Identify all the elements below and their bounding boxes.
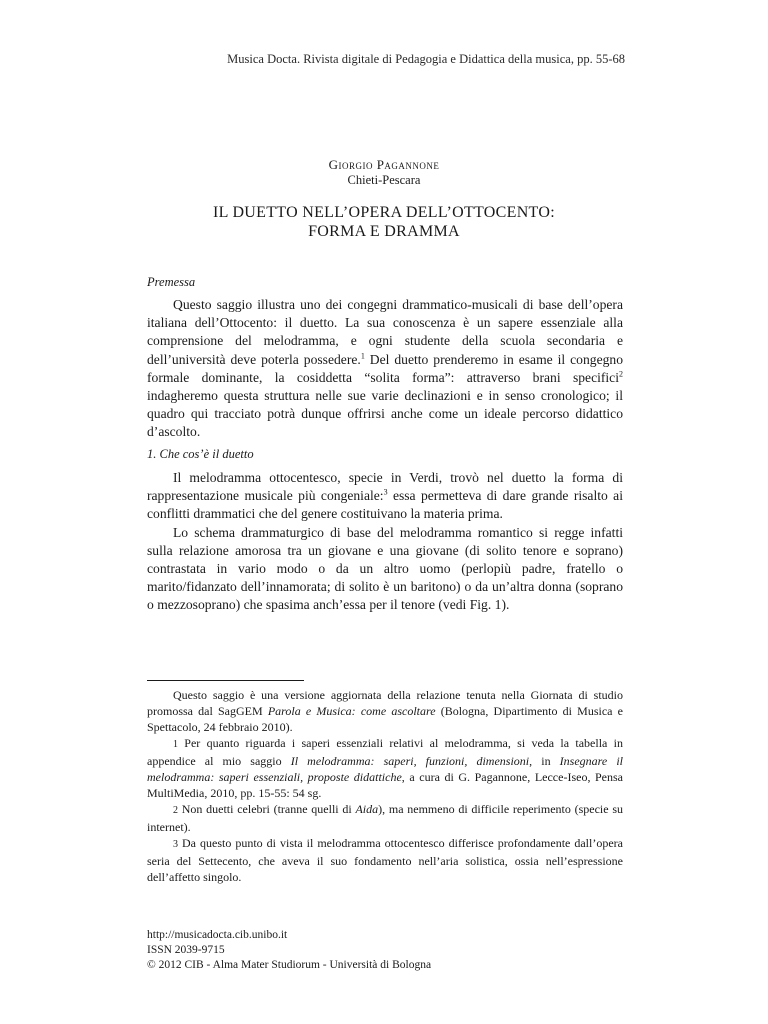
footnote-1-text-a: Per quanto riguarda i saperi essenziali relativi al melodramma, si veda la tabella in appendice al mio saggio: [147, 736, 623, 768]
colophon: [147, 928, 431, 973]
footnote-intro-text-b: (Bologna, Dipartimento di Musica e Spettacolo, 24 febbraio 2010).: [147, 704, 623, 734]
footnote-intro-text-a: Questo saggio è una versione aggiornata della relazione tenuta nella Giornata di studio promossa dal SagGEM: [147, 688, 623, 718]
section-1-text-1a: Il melodramma ottocentesco, specie in Verdi, trovò nel duetto la forma di rappresentazione musicale più congeniale:: [147, 470, 623, 504]
author-affiliation: Chieti-Pescara: [347, 173, 421, 187]
footnote-3: [147, 835, 623, 885]
footnote-intro: [147, 687, 623, 735]
footnote-1-title-2: Insegnare il melodramma: saperi essenziali, proposte didattiche: [147, 754, 623, 784]
footnote-ref-2[interactable]: 2: [619, 369, 623, 379]
journal-url-link[interactable]: http://musicadocta.cib.unibo.it: [147, 929, 288, 941]
copyright: © 2012 CIB - Alma Mater Studiorum - Università di Bologna: [147, 959, 432, 971]
section-1-text-1b: essa permetteva di dare grande risalto ai conflitti drammatici che del genere costituivano la materia prima.: [147, 488, 623, 522]
author-name: Giorgio Pagannone: [328, 157, 440, 172]
footnote-2-title: Aida: [355, 802, 379, 816]
section-1-paragraph-2: Lo schema drammaturgico di base del melodramma romantico si regge infatti sulla relazione amorosa tra un giovane e una giovane (di solito tenore e soprano) contrastata in vario modo o da un altro uomo (perlopiù padre, fratello o marito/fidanzato dell’innamorata; di solito è un baritono) o da un’altra donna (soprano o mezzosoprano) che spasima anch’essa per il tenore (vedi Fig. 1).: [147, 524, 623, 613]
footnote-ref-1[interactable]: 1: [360, 351, 365, 361]
footnote-3-text: Da questo punto di vista il melodramma ottocentesco differisce profondamente dall’opera seria del Settecento, che aveva il suo fondamento nell’aria solistica, ossia nell’espressione dell’affetto singolo.: [147, 836, 623, 884]
premessa-body: [147, 296, 623, 442]
title-line-2: FORMA E DRAMMA: [308, 223, 460, 240]
premessa-text-2: Del duetto prenderemo in esame il congegno formale dominante, la cosiddetta “solita forma”: attraverso brani specifici: [147, 351, 623, 385]
running-head: Musica Docta. Rivista digitale di Pedagogia e Didattica della musica, pp. 55-68: [227, 52, 625, 66]
footnote-2-text-a: Non duetti celebri (tranne quelli di: [178, 802, 356, 816]
issn: ISSN 2039-9715: [147, 944, 225, 956]
premessa-text-1: Questo saggio illustra uno dei congegni drammatico-musicali di base dell’opera italiana dell’Ottocento: il duetto. La sua conoscenza è un sapere essenziale alla comprensione del melodramma, e ogni studente della scuola secondaria e dell’università deve poterla possedere.: [147, 297, 623, 367]
section-1-body: [147, 469, 623, 615]
footnote-2: [147, 801, 623, 835]
section-1-paragraph-1: [147, 469, 623, 524]
footnote-1: [147, 735, 623, 801]
footnote-3-mark: 3: [173, 839, 178, 850]
premessa-text-3: indagheremo questa struttura nelle sue varie declinazioni e in senso cronologico; il quadro qui tracciato potrà dunque offrirsi anche come un ideale percorso didattico d’ascolto.: [147, 388, 623, 440]
footnote-1-text-c: , a cura di G. Pagannone, Lecce-Iseo, Pensa MultiMedia, 2010, pp. 15-55: 54 sg.: [147, 770, 624, 800]
article-title: [0, 203, 768, 241]
footnote-separator: [147, 680, 304, 681]
premessa-paragraph: [147, 296, 623, 442]
footnote-2-mark: 2: [173, 805, 178, 816]
footnote-ref-3[interactable]: 3: [383, 487, 388, 497]
footnote-1-mark: 1: [173, 739, 178, 750]
footnote-intro-title: Parola e Musica: come ascoltare: [267, 704, 436, 718]
footnote-1-title-1: Il melodramma: saperi, funzioni, dimensioni: [290, 754, 530, 768]
footnote-2-text-b: ), ma nemmeno di difficile reperimento (specie su internet).: [147, 802, 623, 834]
title-line-1: IL DUETTO NELL’OPERA DELL’OTTOCENTO:: [213, 204, 555, 221]
section-heading-premessa: Premessa: [147, 275, 196, 289]
section-heading-1: 1. Che cos’è il duetto: [147, 447, 254, 461]
footnotes: [147, 687, 623, 885]
footnote-1-text-b: , in: [529, 754, 560, 768]
